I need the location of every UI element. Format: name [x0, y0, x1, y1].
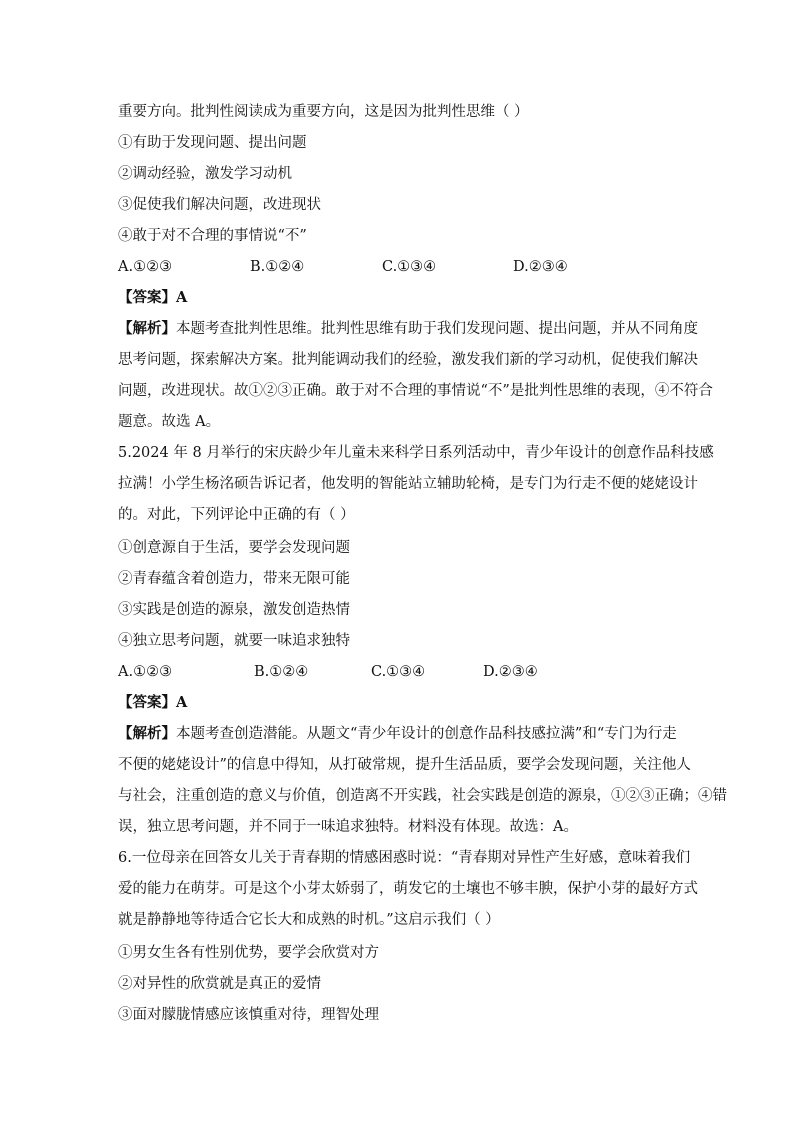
q4-item-1: ①有助于发现问题、提出问题	[118, 135, 307, 151]
q4-stem-tail: 重要方向。批判性阅读成为重要方向，这是因为批判性思维（ ）	[118, 104, 529, 120]
q5-analysis-line-1	[118, 724, 677, 744]
q4-item-2: ②调动经验，激发学习动机	[118, 166, 292, 182]
q6-item-1: ①男女生各有性别优势，要学会欣赏对方	[118, 945, 379, 961]
q5-option-c: C.①③④	[371, 664, 426, 680]
q4-analysis-line-1	[118, 319, 698, 339]
q4-option-d: D.②③④	[513, 259, 568, 275]
q6-item-3: ③面对朦胧情感应该慎重对待，理智处理	[118, 1007, 379, 1023]
q4-analysis-label: 【解析】	[118, 320, 176, 337]
q4-answer-line	[118, 288, 187, 308]
q6-stem-line-3: 就是静静地等待适合它长大和成熟的时机。”这启示我们（ ）	[118, 912, 500, 928]
q5-item-2: ②青春蕴含着创造力，带来无限可能	[118, 571, 350, 587]
q6-stem-line-1: 6.一位母亲在回答女儿关于青春期的情感困惑时说：“青春期对异性产生好感，意味着我们	[118, 850, 691, 866]
q4-option-c: C.①③④	[382, 259, 437, 275]
q4-item-3: ③促使我们解决问题，改进现状	[118, 197, 321, 213]
q5-item-3: ③实践是创造的源泉，激发创造热情	[118, 602, 350, 618]
q5-option-d: D.②③④	[483, 664, 538, 680]
q5-item-4: ④独立思考问题，就要一味追求独特	[118, 633, 350, 649]
q4-analysis-line-2: 思考问题，探索解决方案。批判能调动我们的经验，激发我们新的学习动机，促使我们解决	[118, 352, 698, 368]
q6-stem-line-2: 爱的能力在萌芽。可是这个小芽太娇弱了，萌发它的土壤也不够丰腴，保护小芽的最好方式	[118, 881, 698, 897]
q5-analysis-text-1: 本题考查创造潜能。从题文“青少年设计的创意作品科技感拉满”和“专门为行走	[176, 726, 677, 742]
q5-answer-line	[118, 693, 187, 713]
q5-stem-line-1: 5.2024 年 8 月举行的宋庆龄少年儿童未来科学日系列活动中，青少年设计的创意作品科技感	[118, 445, 714, 461]
q5-stem-line-2: 拉满！小学生杨洺硕告诉记者，他发明的智能站立辅助轮椅，是专门为行走不便的姥姥设计	[118, 476, 698, 492]
q5-option-a: A.①②③	[118, 664, 173, 680]
q5-answer-label: 【答案】	[118, 694, 176, 711]
q5-item-1: ①创意源自于生活，要学会发现问题	[118, 540, 350, 556]
q5-analysis-line-4: 误，独立思考问题，并不同于一味追求独特。材料没有体现。故选：A。	[118, 819, 578, 835]
q5-option-b: B.①②④	[254, 664, 309, 680]
q4-option-a: A.①②③	[118, 259, 173, 275]
q4-answer-label: 【答案】	[118, 289, 176, 306]
q4-analysis-text-1: 本题考查批判性思维。批判性思维有助于我们发现问题、提出问题，并从不同角度	[176, 321, 698, 337]
q4-answer-value: A	[176, 289, 188, 306]
q5-analysis-line-2: 不便的姥姥设计”的信息中得知，从打破常规，提升生活品质，要学会发现问题，关注他人	[118, 757, 691, 773]
q5-analysis-line-3: 与社会，注重创造的意义与价值，创造离不开实践，社会实践是创造的源泉，①②③正确；④错	[118, 788, 727, 804]
q5-analysis-label: 【解析】	[118, 725, 176, 742]
q4-analysis-line-4: 题意。故选 A。	[118, 414, 221, 430]
q5-answer-value: A	[176, 694, 188, 711]
q4-option-b: B.①②④	[250, 259, 305, 275]
q6-item-2: ②对异性的欣赏就是真正的爱情	[118, 976, 321, 992]
q4-analysis-line-3: 问题，改进现状。故①②③正确。敢于对不合理的事情说“不”是批判性思维的表现，④不符合	[118, 383, 713, 399]
q4-item-4: ④敢于对不合理的事情说“不”	[118, 228, 307, 244]
q5-stem-line-3: 的。对此，下列评论中正确的有（ ）	[118, 507, 355, 523]
